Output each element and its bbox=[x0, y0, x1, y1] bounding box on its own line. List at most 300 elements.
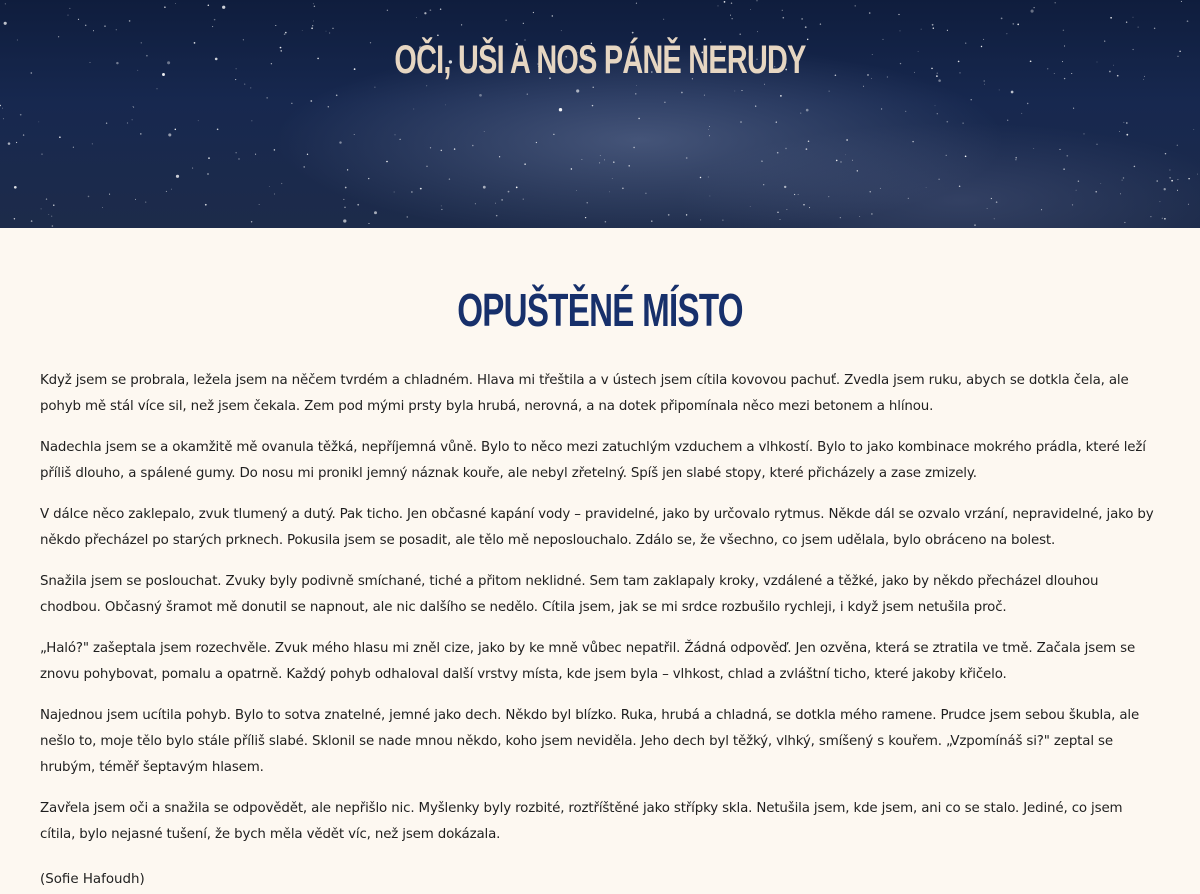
star bbox=[116, 62, 118, 64]
star bbox=[472, 145, 474, 147]
star bbox=[559, 108, 562, 111]
star bbox=[506, 20, 507, 21]
star bbox=[1179, 51, 1180, 52]
star bbox=[840, 161, 841, 162]
star bbox=[777, 152, 779, 154]
star bbox=[1126, 21, 1127, 22]
article-body bbox=[40, 368, 1160, 848]
star bbox=[314, 6, 315, 7]
star bbox=[1063, 168, 1065, 170]
star bbox=[1144, 76, 1145, 77]
star bbox=[78, 19, 79, 20]
star bbox=[908, 198, 909, 199]
star bbox=[533, 12, 534, 13]
star bbox=[328, 106, 329, 107]
star bbox=[859, 216, 860, 217]
star bbox=[133, 106, 134, 107]
star bbox=[146, 55, 148, 57]
star bbox=[686, 157, 688, 159]
star bbox=[1031, 10, 1034, 13]
star bbox=[484, 131, 485, 132]
star bbox=[1197, 174, 1198, 175]
star bbox=[4, 22, 7, 25]
star bbox=[871, 213, 872, 214]
star bbox=[708, 176, 709, 177]
site-title: OČI, UŠI A NOS PÁNĚ NERUDY bbox=[394, 38, 806, 82]
star bbox=[845, 154, 846, 155]
star bbox=[192, 168, 193, 169]
star bbox=[1126, 122, 1128, 124]
star bbox=[31, 220, 33, 222]
star bbox=[1076, 190, 1077, 191]
star bbox=[734, 91, 735, 92]
star bbox=[651, 220, 652, 221]
star bbox=[971, 99, 972, 100]
star bbox=[638, 118, 639, 119]
star bbox=[938, 179, 939, 180]
star bbox=[1021, 113, 1022, 114]
star bbox=[102, 207, 103, 208]
star bbox=[326, 31, 327, 32]
star bbox=[479, 94, 482, 97]
star bbox=[440, 9, 441, 10]
star bbox=[171, 189, 172, 190]
star bbox=[806, 148, 808, 150]
star bbox=[0, 105, 1, 106]
star bbox=[581, 159, 582, 160]
star bbox=[857, 170, 858, 171]
star bbox=[724, 1, 726, 3]
star bbox=[51, 216, 52, 217]
star bbox=[69, 8, 70, 9]
star bbox=[1159, 201, 1160, 202]
star bbox=[576, 190, 577, 191]
star bbox=[710, 196, 711, 197]
star bbox=[1059, 149, 1060, 150]
star bbox=[1083, 133, 1084, 134]
star bbox=[1134, 166, 1136, 168]
star bbox=[14, 218, 15, 219]
star bbox=[946, 121, 948, 123]
star bbox=[700, 177, 701, 178]
star bbox=[808, 141, 810, 143]
star bbox=[1123, 177, 1124, 178]
star bbox=[92, 143, 93, 144]
star bbox=[987, 208, 988, 209]
star bbox=[587, 202, 588, 203]
star bbox=[1177, 56, 1178, 57]
star bbox=[255, 154, 256, 155]
star bbox=[416, 17, 417, 18]
star bbox=[635, 93, 636, 94]
star bbox=[311, 27, 313, 29]
star bbox=[214, 19, 216, 21]
star bbox=[552, 15, 553, 16]
star bbox=[806, 109, 809, 112]
star bbox=[900, 30, 901, 31]
star bbox=[523, 23, 524, 24]
star bbox=[1164, 218, 1166, 220]
star bbox=[1177, 145, 1178, 146]
article-paragraph: V dálce něco zaklepalo, zvuk tlumený a dutý. Pak ticho. Jen občasné kapání vody – pravidelné, jako by určovalo rytmus. Někde dál se ozvalo vrzání, nepravidelné, jako by někdo přecházel po starých prknech. Pokusila jsem se posadit, ale tělo mě neposlouchalo. Zdálo se, že všechno, co jsem udělala, bylo obráceno na bolest. bbox=[40, 507, 1154, 548]
article-title: OPUŠTĚNÉ MÍSTO bbox=[457, 284, 743, 336]
star bbox=[386, 161, 388, 163]
star bbox=[1133, 17, 1134, 18]
star bbox=[59, 136, 61, 138]
star bbox=[252, 121, 253, 122]
star bbox=[740, 121, 742, 123]
star bbox=[274, 194, 275, 195]
star bbox=[508, 191, 510, 193]
star bbox=[46, 198, 47, 199]
star bbox=[145, 202, 146, 203]
star bbox=[267, 97, 268, 98]
star bbox=[329, 32, 330, 33]
star bbox=[622, 188, 624, 190]
star bbox=[85, 25, 86, 26]
article-paragraph: Když jsem se probrala, ležela jsem na něčem tvrdém a chladném. Hlava mi třeštila a v ústech jsem cítila kovovou pachuť. Zvedla jsem ruku, abych se dotkla čela, ale pohyb mě stál více sil, než jsem čekala. Zem pod mými prsty byla hrubá, nerovná, a na dotek připomínala něco mezi betonem a hlínou. bbox=[40, 373, 1129, 414]
star bbox=[741, 90, 742, 91]
star bbox=[399, 139, 400, 140]
star bbox=[1177, 179, 1178, 180]
star bbox=[1162, 218, 1163, 219]
star bbox=[137, 70, 138, 71]
star bbox=[73, 147, 74, 148]
star bbox=[236, 152, 237, 153]
star bbox=[93, 30, 94, 31]
star bbox=[344, 207, 345, 208]
star bbox=[1012, 23, 1014, 25]
star bbox=[347, 169, 348, 170]
star bbox=[495, 203, 496, 204]
star bbox=[141, 42, 142, 43]
star bbox=[88, 196, 90, 198]
star bbox=[441, 150, 443, 152]
star bbox=[127, 122, 128, 123]
star bbox=[430, 9, 432, 11]
star bbox=[1169, 177, 1171, 179]
star bbox=[238, 158, 239, 159]
star bbox=[1001, 18, 1003, 20]
star bbox=[1188, 178, 1189, 179]
star bbox=[905, 111, 906, 112]
star bbox=[869, 12, 871, 14]
star bbox=[157, 88, 158, 89]
star bbox=[312, 25, 313, 26]
star bbox=[1096, 144, 1097, 145]
star bbox=[782, 10, 783, 11]
star bbox=[576, 89, 579, 92]
star bbox=[307, 154, 308, 155]
star bbox=[374, 87, 375, 88]
hero-banner bbox=[0, 0, 1200, 228]
star bbox=[757, 31, 758, 32]
star bbox=[449, 178, 450, 179]
star bbox=[779, 219, 780, 220]
star bbox=[1113, 65, 1114, 66]
star bbox=[1123, 122, 1124, 123]
star bbox=[441, 209, 442, 210]
star bbox=[132, 119, 133, 120]
star bbox=[709, 135, 710, 136]
star bbox=[164, 6, 166, 8]
star bbox=[912, 141, 913, 142]
star bbox=[106, 123, 107, 124]
star bbox=[176, 175, 179, 178]
star bbox=[852, 160, 853, 161]
star bbox=[739, 34, 740, 35]
star bbox=[999, 89, 1000, 90]
star bbox=[1015, 157, 1017, 159]
star bbox=[368, 223, 369, 224]
star bbox=[501, 199, 503, 201]
star bbox=[395, 135, 396, 136]
star bbox=[30, 72, 32, 74]
star bbox=[663, 19, 664, 20]
star bbox=[609, 191, 610, 192]
star bbox=[947, 30, 948, 31]
star bbox=[686, 214, 687, 215]
star bbox=[208, 157, 210, 159]
article-paragraph: „Haló?" zašeptala jsem rozechvěle. Zvuk mého hlasu mi zněl cize, jako by ke mně vůbec nepatřil. Žádná odpověď. Jen ozvěna, která se ztratila ve tmě. Začala jsem se znovu pohybovat, pomalu a opatrně. Každý pohyb odhaloval další vrstvy místa, kde jsem byla – vlhkost, chlad a zvláštní ticho, které jakoby křičelo. bbox=[40, 641, 1136, 682]
star bbox=[664, 102, 665, 103]
star bbox=[1132, 49, 1133, 50]
article-paragraph: Snažila jsem se poslouchat. Zvuky byly podivně smíchané, tiché a přitom neklidné. Sem tam zaklapaly kroky, vzdálené a těžké, jako by někdo přecházel dlouhou chodbou. Občasný šramot mě donutil se napnout, ale nic dalšího se nedělo. Cítila jsem, jak se mi srdce rozbušilo rychleji, i když jsem netušila proč. bbox=[40, 574, 1099, 615]
star bbox=[880, 188, 881, 189]
star bbox=[536, 142, 537, 143]
star bbox=[846, 139, 848, 141]
star bbox=[104, 26, 105, 27]
star bbox=[499, 156, 500, 157]
star bbox=[368, 178, 369, 179]
star bbox=[681, 92, 683, 94]
star bbox=[777, 212, 778, 213]
star bbox=[599, 162, 600, 163]
star bbox=[1181, 1, 1182, 2]
star bbox=[593, 87, 594, 88]
star bbox=[1047, 68, 1048, 69]
star bbox=[8, 142, 11, 145]
star bbox=[1109, 71, 1111, 73]
star bbox=[585, 217, 586, 218]
star bbox=[2, 108, 3, 109]
star bbox=[259, 204, 260, 205]
star bbox=[937, 113, 938, 114]
star bbox=[783, 17, 785, 19]
star bbox=[41, 208, 42, 209]
star bbox=[828, 196, 829, 197]
star bbox=[387, 10, 388, 11]
star bbox=[523, 199, 524, 200]
star bbox=[205, 204, 207, 206]
star bbox=[561, 30, 562, 31]
star bbox=[413, 109, 414, 110]
star bbox=[708, 129, 709, 130]
star bbox=[836, 160, 838, 162]
star bbox=[269, 186, 270, 187]
star bbox=[208, 5, 210, 7]
star bbox=[135, 199, 136, 200]
star bbox=[1143, 79, 1144, 80]
star bbox=[424, 12, 426, 14]
star bbox=[1122, 180, 1123, 181]
star bbox=[840, 217, 841, 218]
star bbox=[785, 148, 786, 149]
star bbox=[1054, 2, 1055, 3]
star bbox=[426, 85, 427, 86]
star bbox=[1187, 20, 1189, 22]
star bbox=[974, 224, 976, 226]
star bbox=[636, 85, 637, 86]
star bbox=[991, 198, 992, 199]
star bbox=[803, 204, 804, 205]
star bbox=[175, 129, 176, 130]
star bbox=[407, 216, 408, 217]
star bbox=[800, 112, 801, 113]
star bbox=[496, 215, 498, 217]
star bbox=[613, 161, 615, 163]
star bbox=[1066, 155, 1068, 157]
star bbox=[140, 133, 142, 135]
star bbox=[1119, 131, 1120, 132]
starfield-background bbox=[0, 0, 1200, 228]
star bbox=[1062, 61, 1063, 62]
star bbox=[23, 134, 24, 135]
star bbox=[898, 14, 899, 15]
star bbox=[1154, 28, 1155, 29]
star bbox=[794, 194, 795, 195]
star bbox=[1100, 183, 1101, 184]
star bbox=[1027, 103, 1028, 104]
star bbox=[313, 3, 314, 4]
star bbox=[274, 149, 276, 151]
star bbox=[222, 6, 225, 9]
star bbox=[343, 199, 344, 200]
star bbox=[129, 20, 131, 22]
star bbox=[339, 141, 341, 143]
star bbox=[750, 206, 751, 207]
star bbox=[786, 209, 787, 210]
star bbox=[198, 120, 199, 121]
star bbox=[1007, 120, 1008, 121]
star bbox=[394, 192, 395, 193]
star bbox=[166, 191, 167, 192]
star bbox=[1171, 180, 1173, 182]
star bbox=[16, 142, 17, 143]
star bbox=[553, 134, 554, 135]
star bbox=[1034, 7, 1035, 8]
star bbox=[965, 156, 967, 158]
star bbox=[1063, 30, 1064, 31]
star bbox=[600, 155, 601, 156]
star bbox=[250, 87, 251, 88]
star bbox=[336, 95, 338, 97]
star bbox=[420, 188, 422, 190]
star bbox=[633, 147, 634, 148]
star bbox=[809, 207, 810, 208]
star bbox=[17, 39, 18, 40]
star bbox=[475, 203, 476, 204]
star bbox=[1124, 222, 1125, 223]
star bbox=[604, 159, 605, 160]
star bbox=[709, 126, 710, 127]
star bbox=[855, 5, 856, 6]
star bbox=[805, 26, 807, 28]
star bbox=[1054, 73, 1055, 74]
star bbox=[994, 218, 995, 219]
star bbox=[801, 18, 803, 20]
star bbox=[863, 86, 864, 87]
star bbox=[445, 104, 446, 105]
star bbox=[168, 133, 171, 136]
star bbox=[343, 219, 346, 222]
star bbox=[1188, 204, 1189, 205]
star bbox=[1095, 191, 1097, 193]
star bbox=[1177, 190, 1178, 191]
star bbox=[275, 25, 276, 26]
star bbox=[668, 214, 670, 216]
star bbox=[798, 194, 799, 195]
star bbox=[1041, 209, 1042, 210]
star bbox=[310, 100, 312, 102]
star bbox=[1015, 159, 1016, 160]
author-signature: (Sofie Hafoudh) bbox=[40, 872, 145, 887]
star bbox=[3, 118, 4, 119]
star bbox=[426, 166, 427, 167]
star bbox=[1110, 17, 1112, 19]
star bbox=[959, 186, 961, 188]
star bbox=[332, 28, 333, 29]
star bbox=[921, 29, 922, 30]
star bbox=[411, 191, 412, 192]
star bbox=[829, 91, 830, 92]
star bbox=[717, 5, 718, 6]
star bbox=[731, 2, 732, 3]
star bbox=[430, 147, 431, 148]
star bbox=[1126, 134, 1128, 136]
star bbox=[732, 18, 733, 19]
star bbox=[592, 105, 593, 106]
star bbox=[345, 187, 347, 189]
star bbox=[251, 221, 252, 222]
star bbox=[1064, 46, 1065, 47]
star bbox=[483, 186, 486, 189]
star bbox=[870, 191, 871, 192]
star bbox=[53, 205, 54, 206]
star bbox=[820, 23, 821, 24]
star bbox=[1169, 169, 1170, 170]
star bbox=[58, 36, 59, 37]
star bbox=[1064, 78, 1065, 79]
star bbox=[207, 173, 208, 174]
star bbox=[1097, 62, 1098, 63]
star bbox=[212, 26, 213, 27]
star bbox=[780, 95, 782, 97]
star bbox=[757, 0, 758, 1]
star bbox=[628, 165, 629, 166]
star bbox=[1138, 27, 1139, 28]
star bbox=[116, 29, 117, 30]
star bbox=[1006, 33, 1007, 34]
star bbox=[162, 73, 165, 76]
star bbox=[5, 3, 6, 4]
star bbox=[313, 21, 314, 22]
star bbox=[1033, 148, 1034, 149]
star bbox=[281, 183, 282, 184]
star bbox=[90, 62, 91, 63]
star bbox=[284, 33, 286, 35]
star bbox=[722, 219, 723, 220]
